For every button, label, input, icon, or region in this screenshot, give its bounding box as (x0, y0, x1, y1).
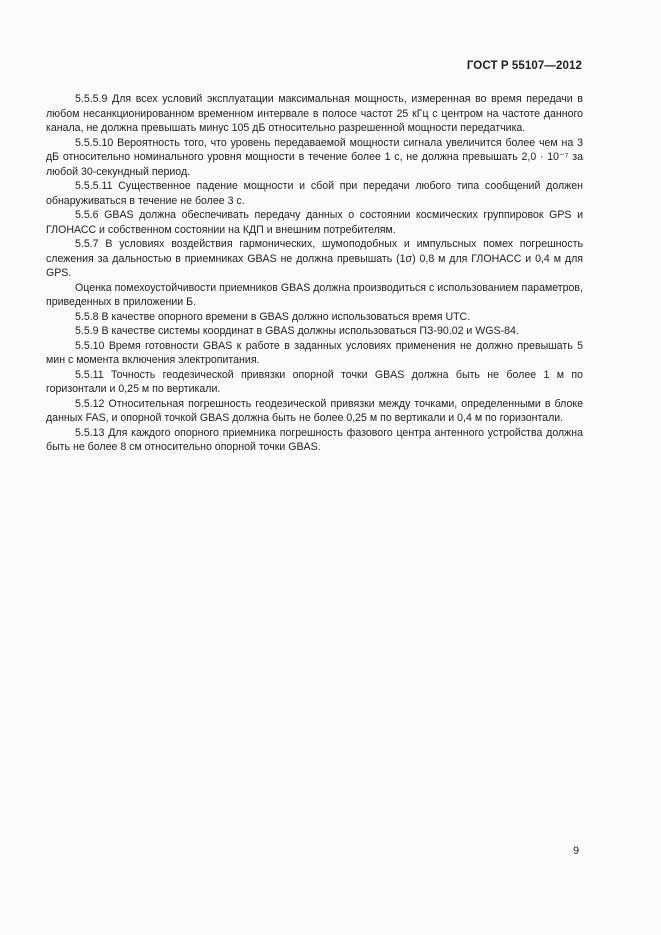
standard-header: ГОСТ Р 55107—2012 (466, 60, 582, 72)
paragraph-5-5-9: 5.5.9 В качестве системы координат в GBAS должны использоваться ПЗ-90.02 и WGS-84. (75, 325, 519, 337)
paragraph-5-5-7: 5.5.7 В условиях воздействия гармонических, шумоподобных и импульсных помех погрешность слежения за дальностью в приемниках GBAS не должна превышать (1σ) 0,8 м для ГЛОНАСС и 0,4 м для GPS. (46, 238, 583, 279)
paragraph-5-5-5-9: 5.5.5.9 Для всех условий эксплуатации максимальная мощность, измеренная во время передачи в любом несанкционированном временном интервале в полосе частот 25 кГц с центром на частоте данного канала, не должна превышать минус 105 дБ относительно разрешенной мощности передатчика. (46, 93, 583, 134)
paragraph-5-5-8: 5.5.8 В качестве опорного времени в GBAS должно использоваться время UTC. (75, 310, 471, 323)
document-body (46, 92, 583, 455)
paragraph-5-5-10: 5.5.10 Время готовности GBAS к работе в заданных условиях применения не должно превышать 5 мин с момента включения электропитания. (46, 339, 583, 366)
paragraph-5-5-5-11: 5.5.5.11 Существенное падение мощности и сбой при передачи любого типа сообщений должен обнаруживаться в течение не более 3 с. (46, 180, 583, 207)
paragraph-5-5-5-10: 5.5.5.10 Вероятность того, что уровень передаваемой мощности сигнала увеличится более чем на 3 дБ относительно номинального уровня мощности в течение более 1 с, не должна превышать 2,0 · 10⁻⁷ за любой 30-секундный период. (46, 136, 583, 178)
paragraph-5-5-13: 5.5.13 Для каждого опорного приемника погрешность фазового центра антенного устройства должна быть не более 8 см относительно опорной точки GBAS. (46, 426, 583, 453)
paragraph-5-5-11: 5.5.11 Точность геодезической привязки опорной точки GBAS должна быть не более 1 м по горизонтали и 0,25 м по вертикали. (46, 368, 583, 395)
paragraph-5-5-12: 5.5.12 Относительная погрешность геодезической привязки между точками, определенными в блоке данных FAS, и опорной точкой GBAS должна быть не более 0,25 м по вертикали и 0,4 м по горизонтали. (46, 397, 583, 424)
page-number: 9 (573, 845, 579, 857)
paragraph-interference-assessment: Оценка помехоустойчивости приемников GBAS должна производиться с использованием параметров, приведенных в приложении Б. (46, 281, 583, 308)
paragraph-5-5-6: 5.5.6 GBAS должна обеспечивать передачу данных о состоянии космических группировок GPS и ГЛОНАСС и собственном состоянии на КДП и внешним потребителям. (46, 209, 583, 236)
